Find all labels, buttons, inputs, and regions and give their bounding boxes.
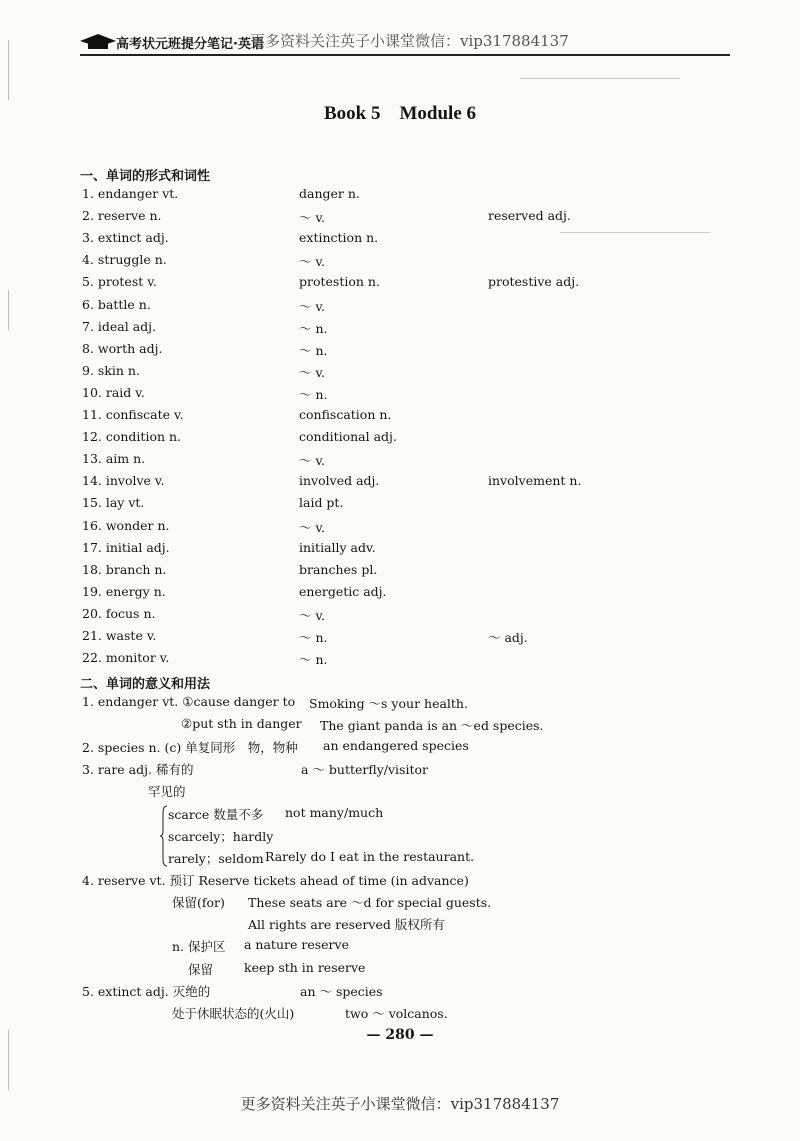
word-derived: confiscation n. [299,407,392,422]
word-derived: ～ n. [299,630,328,645]
word-base: 4. struggle n. [82,252,167,268]
scan-margin-mark [8,1030,9,1090]
word-derived: ～ v. [299,453,326,469]
usage-line [0,1004,800,1024]
word-base: 20. focus n. [82,605,156,621]
usage-example: not many/much [285,805,384,820]
usage-meaning: n. 保护区 [172,939,226,954]
usage-line [0,738,800,758]
word-derived-extra: protestive adj. [488,274,580,290]
word-derived: extinction n. [299,230,379,246]
section-heading-forms: 一、单词的形式和词性 [80,169,211,184]
usage-line [0,694,800,714]
word-base: 8. worth adj. [82,340,163,356]
word-form-row [0,628,800,648]
scan-noise [560,232,710,233]
word-form-row [0,363,800,383]
word-base: 1. endanger vt. [82,186,179,201]
usage-line [0,716,800,736]
header-title: 高考状元班提分笔记·英语 [116,37,264,52]
usage-meaning: 处于休眠状态的(火山) [172,1006,295,1021]
word-form-row [0,495,800,515]
word-base: 19. energy n. [82,583,166,599]
word-base: 3. extinct adj. [82,230,169,246]
word-derived: protestion n. [299,274,380,290]
usage-meaning: 1. endanger vt. ①cause danger to [82,694,296,709]
word-form-row [0,606,800,626]
usage-meaning: 保留 [188,962,214,977]
usage-meaning: scarce 数量不多 [168,807,264,822]
word-form-row [0,451,800,471]
word-derived-extra: reserved adj. [488,208,571,224]
usage-meaning: scarcely；hardly [168,829,274,844]
scan-margin-mark [8,290,9,330]
page-title: Book 5 Module 6 [323,103,477,124]
usage-line [0,782,800,802]
usage-example: two ～ volcanos. [345,1006,448,1021]
usage-example: a nature reserve [244,937,349,952]
word-form-row [0,186,800,206]
footer-watermark: 更多资料关注英子小课堂微信：vip317884137 [240,1095,560,1113]
word-derived: ～ n. [299,320,328,336]
header-rule [80,54,730,56]
word-derived: ～ n. [299,342,328,358]
usage-line [0,849,800,869]
usage-line [0,982,800,1002]
usage-line [0,893,800,913]
usage-example: Rarely do I eat in the restaurant. [265,849,475,864]
word-base: 16. wonder n. [82,517,170,533]
word-form-row [0,562,800,582]
word-derived: ～ v. [299,298,326,314]
word-form-row [0,208,800,228]
word-derived: ～ v. [299,607,326,623]
word-base: 5. protest v. [82,274,157,290]
word-derived: ～ n. [299,386,328,402]
usage-line [0,960,800,980]
word-form-row [0,319,800,339]
word-derived: ～ n. [299,652,328,668]
word-base: 11. confiscate v. [82,407,184,422]
usage-meaning: 3. rare adj. 稀有的 [82,762,194,777]
word-base: 7. ideal adj. [82,318,157,334]
word-base: 21. waste v. [82,628,157,643]
word-derived: ～ v. [299,364,326,380]
word-derived-extra: ～ adj. [488,630,528,645]
section-heading-usage: 二、单词的意义和用法 [80,677,211,692]
usage-example: The giant panda is an ～ed species. [320,718,544,733]
usage-line [0,937,800,957]
usage-meaning: rarely；seldom [168,851,264,866]
word-derived-extra: involvement n. [488,473,582,489]
word-form-row [0,407,800,427]
word-derived: ～ v. [299,519,326,535]
usage-line [0,805,800,825]
usage-meaning: ②put sth in danger [181,716,302,731]
word-derived: danger n. [299,186,360,201]
word-form-row [0,518,800,538]
word-derived: initially adv. [299,539,376,555]
graduation-cap-icon [80,32,116,50]
word-base: 10. raid v. [82,384,145,400]
word-derived: branches pl. [299,561,378,577]
scan-noise [520,78,680,79]
usage-example: These seats are ～d for special guests. [248,895,492,910]
usage-meaning: 5. extinct adj. 灭绝的 [82,984,211,999]
word-base: 14. involve v. [82,473,165,489]
word-base: 15. lay vt. [82,495,145,511]
word-form-row [0,385,800,405]
usage-meaning: 罕见的 [148,784,186,799]
word-form-row [0,473,800,493]
word-derived: ～ v. [299,254,326,270]
word-derived: ～ v. [299,210,326,226]
word-form-row [0,584,800,604]
usage-example: All rights are reserved 版权所有 [248,917,445,932]
word-base: 12. condition n. [82,429,182,445]
word-form-row [0,341,800,361]
word-base: 6. battle n. [82,296,151,312]
scan-margin-mark [8,40,9,100]
word-form-row [0,230,800,250]
word-base: 2. reserve n. [82,208,162,224]
usage-meaning: 保留(for) [172,895,225,910]
usage-example: keep sth in reserve [244,960,366,975]
usage-line [0,760,800,780]
word-base: 13. aim n. [82,451,146,467]
word-derived: laid pt. [299,495,344,511]
usage-line [0,915,800,935]
brace-icon [160,805,168,867]
usage-example: an ～ species [300,984,383,999]
usage-line [0,871,800,891]
word-form-row [0,297,800,317]
usage-example: Smoking ～s your health. [309,696,468,711]
word-form-row [0,540,800,560]
page-header [80,28,730,58]
usage-example: an endangered species [323,738,469,753]
word-derived: involved adj. [299,473,380,489]
word-derived: energetic adj. [299,583,387,599]
usage-example: a ～ butterfly/visitor [301,762,428,777]
word-form-row [0,274,800,294]
word-form-row [0,252,800,272]
word-form-row [0,650,800,670]
usage-line [0,827,800,847]
word-base: 18. branch n. [82,561,167,577]
word-base: 22. monitor v. [82,650,170,666]
usage-meaning: 4. reserve vt. 预订 Reserve tickets ahead of time (in advance) [82,873,469,888]
word-base: 17. initial adj. [82,539,170,555]
header-watermark: 更多资料关注英子小课堂微信：vip317884137 [250,32,569,50]
word-form-row [0,429,800,449]
word-base: 9. skin n. [82,362,140,378]
page-number: — 280 — [366,1027,434,1043]
usage-meaning: 2. species n. (c) 单复同形 物，物种 [82,740,298,755]
word-derived: conditional adj. [299,429,397,445]
